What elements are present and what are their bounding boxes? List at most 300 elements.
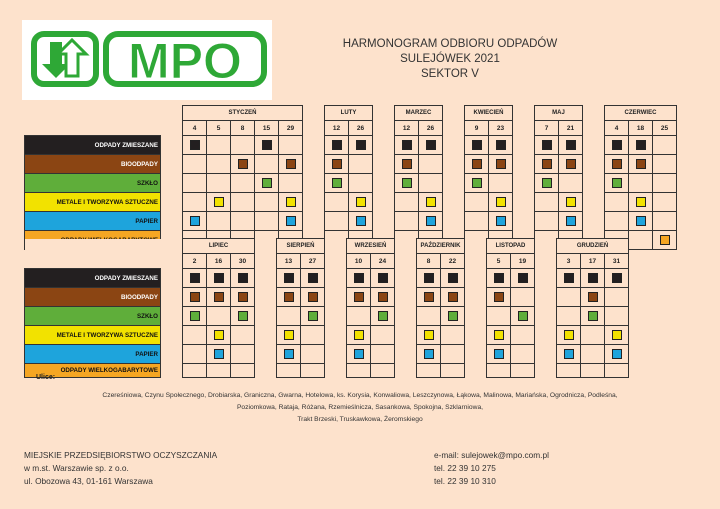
pickup-marker-metals: [426, 197, 436, 207]
footer-phone-2: tel. 22 39 10 310: [434, 476, 496, 486]
schedule-table-jan-jun: [24, 105, 677, 250]
schedule-cell: [629, 212, 653, 231]
schedule-cell: [395, 155, 419, 174]
row-szklo: [25, 174, 677, 193]
schedule-cell: [417, 307, 441, 326]
footer-phone-1: tel. 22 39 10 275: [434, 463, 496, 473]
row-metale-i-tworzywa-sztuczne: [25, 193, 677, 212]
day-number: 29: [279, 121, 303, 136]
pickup-marker-mixed: [402, 140, 412, 150]
schedule-cell: [301, 345, 325, 364]
pickup-marker-bio: [238, 159, 248, 169]
pickup-marker-bio: [542, 159, 552, 169]
pickup-marker-metals: [356, 197, 366, 207]
day-number: 2: [183, 254, 207, 269]
schedule-cell: [301, 288, 325, 307]
schedule-cell: [207, 364, 231, 378]
pickup-marker-bio: [308, 292, 318, 302]
schedule-cell: [279, 136, 303, 155]
pickup-marker-mixed: [496, 140, 506, 150]
schedule-cell: [557, 345, 581, 364]
pickup-marker-glass: [542, 178, 552, 188]
schedule-cell: [581, 269, 605, 288]
schedule-cell: [465, 212, 489, 231]
schedule-cell: [511, 364, 535, 378]
pickup-marker-mixed: [448, 273, 458, 283]
schedule-cell: [559, 212, 583, 231]
schedule-cell: [441, 307, 465, 326]
schedule-cell: [231, 174, 255, 193]
schedule-cell: [347, 364, 371, 378]
schedule-cell: [489, 174, 513, 193]
schedule-cell: [183, 212, 207, 231]
pickup-marker-mixed: [564, 273, 574, 283]
month-header-maj: MAJ: [535, 106, 583, 121]
schedule-cell: [207, 307, 231, 326]
schedule-cell: [325, 212, 349, 231]
schedule-cell: [207, 345, 231, 364]
pickup-marker-mixed: [636, 140, 646, 150]
schedule-cell: [535, 136, 559, 155]
month-header-lipiec: LIPIEC: [183, 239, 255, 254]
schedule-cell: [605, 155, 629, 174]
schedule-cell: [183, 174, 207, 193]
schedule-cell: [487, 364, 511, 378]
day-number: 13: [277, 254, 301, 269]
schedule-cell: [605, 326, 629, 345]
day-number: 5: [487, 254, 511, 269]
schedule-cell: [183, 364, 207, 378]
pickup-marker-paper: [564, 349, 574, 359]
schedule-cell: [183, 155, 207, 174]
schedule-cell: [371, 326, 395, 345]
mpo-logo: [22, 20, 272, 100]
pickup-marker-bio: [424, 292, 434, 302]
streets-line-2: Poziomkowa, Rataja, Różana, Rzemieślnicza, Sasankowa, Spokojna, Szklarniowa,: [236, 404, 484, 411]
day-number: 8: [231, 121, 255, 136]
schedule-cell: [279, 174, 303, 193]
day-number: 3: [557, 254, 581, 269]
schedule-cell: [349, 155, 373, 174]
schedule-cell: [653, 155, 677, 174]
schedule-cell: [255, 193, 279, 212]
schedule-cell: [183, 193, 207, 212]
pickup-marker-bio: [284, 292, 294, 302]
schedule-cell: [279, 193, 303, 212]
pickup-marker-metals: [214, 197, 224, 207]
day-number: 12: [395, 121, 419, 136]
day-number: 17: [581, 254, 605, 269]
day-number: 4: [183, 121, 207, 136]
row-papier: [25, 212, 677, 231]
schedule-cell: [183, 326, 207, 345]
day-number: 4: [605, 121, 629, 136]
month-header-grudzien: GRUDZIEŃ: [557, 239, 629, 254]
pickup-marker-paper: [612, 349, 622, 359]
schedule-cell: [559, 155, 583, 174]
pickup-marker-mixed: [424, 273, 434, 283]
streets-line-1: Czereśniowa, Czynu Społecznego, Drobiarska, Graniczna, Gwarna, Hotelowa, ks. Korysia, Konwaliowa, Leszczynowa, Łąkowa, Malinowa, Mariańska, Ogrodnicza, Podleśna,: [102, 392, 618, 399]
pickup-marker-glass: [308, 311, 318, 321]
pickup-marker-mixed: [356, 140, 366, 150]
schedule-cell: [441, 288, 465, 307]
pickup-marker-paper: [496, 216, 506, 226]
pickup-marker-mixed: [426, 140, 436, 150]
schedule-cell: [277, 307, 301, 326]
schedule-cell: [183, 136, 207, 155]
pickup-marker-glass: [518, 311, 528, 321]
schedule-cell: [605, 364, 629, 378]
schedule-cell: [347, 326, 371, 345]
schedule-cell: [441, 326, 465, 345]
pickup-marker-glass: [612, 178, 622, 188]
pickup-marker-bio: [238, 292, 248, 302]
pickup-marker-metals: [636, 197, 646, 207]
pickup-marker-metals: [494, 330, 504, 340]
schedule-cell: [231, 193, 255, 212]
pickup-marker-paper: [636, 216, 646, 226]
schedule-cell: [559, 136, 583, 155]
schedule-cell: [511, 326, 535, 345]
category-label: PAPIER: [25, 212, 161, 231]
row-metale-i-tworzywa-sztuczne: [25, 326, 629, 345]
schedule-cell: [629, 155, 653, 174]
pickup-marker-paper: [286, 216, 296, 226]
schedule-cell: [511, 269, 535, 288]
schedule-cell: [653, 174, 677, 193]
schedule-cell: [557, 288, 581, 307]
schedule-cell: [417, 269, 441, 288]
schedule-cell: [419, 155, 443, 174]
pickup-marker-paper: [190, 216, 200, 226]
schedule-cell: [489, 155, 513, 174]
pickup-marker-mixed: [354, 273, 364, 283]
schedule-cell: [417, 288, 441, 307]
schedule-cell: [301, 307, 325, 326]
pickup-marker-metals: [612, 330, 622, 340]
month-header-marzec: MARZEC: [395, 106, 443, 121]
pickup-marker-bio: [566, 159, 576, 169]
schedule-cell: [581, 364, 605, 378]
pickup-marker-paper: [424, 349, 434, 359]
pickup-marker-glass: [190, 311, 200, 321]
schedule-cell: [279, 212, 303, 231]
pickup-marker-mixed: [494, 273, 504, 283]
schedule-cell: [277, 326, 301, 345]
schedule-cell: [325, 155, 349, 174]
pickup-marker-paper: [214, 349, 224, 359]
schedule-cell: [277, 345, 301, 364]
schedule-cell: [183, 345, 207, 364]
day-number: 21: [559, 121, 583, 136]
row-odpady-zmieszane: [25, 269, 629, 288]
category-label: BIOODPADY: [25, 288, 161, 307]
row-papier: [25, 345, 629, 364]
pickup-marker-paper: [494, 349, 504, 359]
day-number: 15: [255, 121, 279, 136]
schedule-cell: [183, 307, 207, 326]
row-odpady-zmieszane: [25, 136, 677, 155]
schedule-cell: [349, 174, 373, 193]
schedule-cell: [255, 212, 279, 231]
pickup-marker-bio: [612, 159, 622, 169]
pickup-marker-metals: [566, 197, 576, 207]
day-number: 26: [349, 121, 373, 136]
schedule-cell: [301, 326, 325, 345]
schedule-cell: [347, 269, 371, 288]
schedule-cell: [207, 326, 231, 345]
month-header-wrzesien: WRZESIEŃ: [347, 239, 395, 254]
pickup-marker-mixed: [262, 140, 272, 150]
schedule-cell: [347, 288, 371, 307]
schedule-cell: [347, 345, 371, 364]
schedule-cell: [629, 193, 653, 212]
schedule-cell: [371, 345, 395, 364]
schedule-cell: [559, 193, 583, 212]
schedule-cell: [231, 345, 255, 364]
day-number: 24: [371, 254, 395, 269]
schedule-cell: [301, 269, 325, 288]
schedule-cell: [231, 155, 255, 174]
schedule-cell: [395, 193, 419, 212]
schedule-cell: [441, 364, 465, 378]
pickup-marker-mixed: [284, 273, 294, 283]
schedule-cell: [183, 269, 207, 288]
day-number: 25: [653, 121, 677, 136]
schedule-cell: [277, 288, 301, 307]
row-bioodpady: [25, 288, 629, 307]
schedule-cell: [395, 174, 419, 193]
schedule-cell: [301, 364, 325, 378]
schedule-cell: [557, 269, 581, 288]
schedule-cell: [605, 269, 629, 288]
schedule-cell: [207, 174, 231, 193]
row-szklo: [25, 307, 629, 326]
pickup-marker-metals: [496, 197, 506, 207]
schedule-cell: [487, 288, 511, 307]
pickup-marker-mixed: [612, 273, 622, 283]
pickup-marker-glass: [332, 178, 342, 188]
schedule-cell: [207, 193, 231, 212]
pickup-marker-mixed: [542, 140, 552, 150]
pickup-marker-paper: [426, 216, 436, 226]
schedule-cell: [465, 136, 489, 155]
schedule-cell: [419, 136, 443, 155]
pickup-marker-mixed: [518, 273, 528, 283]
logo-text: MPO: [128, 33, 242, 89]
pickup-marker-bio: [472, 159, 482, 169]
day-number: 19: [511, 254, 535, 269]
day-number: 16: [207, 254, 231, 269]
sector-label: SEKTOR V: [421, 68, 479, 80]
pickup-marker-bio: [378, 292, 388, 302]
day-number: 5: [207, 121, 231, 136]
schedule-cell: [557, 326, 581, 345]
month-header-styczen: STYCZEŃ: [183, 106, 303, 121]
category-label: SZKŁO: [25, 174, 161, 193]
pickup-marker-bio: [448, 292, 458, 302]
pickup-marker-mixed: [214, 273, 224, 283]
schedule-cell: [419, 193, 443, 212]
streets-line-3: Trakt Brzeski, Truskawkowa, Żeromskiego: [297, 416, 423, 423]
category-label: ODPADY WIELKOGABARYTOWE: [25, 364, 161, 378]
day-number: 8: [417, 254, 441, 269]
schedule-cell: [325, 193, 349, 212]
footer-company-name: MIEJSKIE PRZEDSIĘBIORSTWO OCZYSZCZANIA: [24, 450, 218, 460]
streets-title: Ulice:: [36, 374, 56, 381]
month-header-pazdziernik: PAŹDZIERNIK: [417, 239, 465, 254]
pickup-marker-glass: [378, 311, 388, 321]
schedule-cell: [325, 174, 349, 193]
schedule-cell: [395, 212, 419, 231]
pickup-marker-metals: [564, 330, 574, 340]
recycle-arrows-icon: [34, 34, 96, 84]
category-label: ODPADY ZMIESZANE: [25, 269, 161, 288]
schedule-cell: [653, 212, 677, 231]
schedule-cell: [653, 193, 677, 212]
pickup-marker-paper: [566, 216, 576, 226]
schedule-cell: [325, 136, 349, 155]
schedule-cell: [557, 364, 581, 378]
schedule-cell: [207, 155, 231, 174]
schedule-cell: [629, 231, 653, 250]
schedule-cell: [183, 288, 207, 307]
schedule-cell: [207, 212, 231, 231]
schedule-cell: [417, 364, 441, 378]
day-number: 30: [231, 254, 255, 269]
day-number: 10: [347, 254, 371, 269]
pickup-marker-bio: [354, 292, 364, 302]
schedule-cell: [419, 212, 443, 231]
category-label: ODPADY ZMIESZANE: [25, 136, 161, 155]
day-number: 26: [419, 121, 443, 136]
pickup-marker-bulky: [660, 235, 670, 245]
schedule-cell: [653, 136, 677, 155]
schedule-cell: [231, 288, 255, 307]
pickup-marker-glass: [472, 178, 482, 188]
schedule-cell: [277, 269, 301, 288]
schedule-table-jul-dec: [24, 238, 629, 378]
schedule-cell: [207, 269, 231, 288]
schedule-cell: [581, 345, 605, 364]
schedule-cell: [231, 212, 255, 231]
schedule-cell: [349, 193, 373, 212]
footer-email[interactable]: e-mail: sulejowek@mpo.com.pl: [434, 450, 549, 460]
schedule-cell: [489, 193, 513, 212]
pickup-marker-paper: [354, 349, 364, 359]
month-header-sierpien: SIERPIEŃ: [277, 239, 325, 254]
schedule-cell: [277, 364, 301, 378]
pickup-marker-mixed: [190, 140, 200, 150]
schedule-cell: [489, 212, 513, 231]
schedule-cell: [605, 193, 629, 212]
schedule-cell: [489, 136, 513, 155]
pickup-marker-metals: [214, 330, 224, 340]
pickup-marker-bio: [494, 292, 504, 302]
pickup-marker-mixed: [332, 140, 342, 150]
schedule-cell: [231, 307, 255, 326]
schedule-cell: [535, 174, 559, 193]
day-number: 7: [535, 121, 559, 136]
pickup-marker-bio: [286, 159, 296, 169]
category-label: METALE I TWORZYWA SZTUCZNE: [25, 193, 161, 212]
schedule-cell: [511, 307, 535, 326]
schedule-cell: [511, 345, 535, 364]
schedule-cell: [653, 231, 677, 250]
schedule-cell: [371, 364, 395, 378]
pickup-marker-mixed: [378, 273, 388, 283]
schedule-cell: [511, 288, 535, 307]
schedule-cell: [231, 326, 255, 345]
schedule-cell: [629, 136, 653, 155]
schedule-cell: [535, 193, 559, 212]
schedule-cell: [581, 307, 605, 326]
schedule-cell: [487, 269, 511, 288]
pickup-marker-bio: [214, 292, 224, 302]
day-number: 18: [629, 121, 653, 136]
pickup-marker-glass: [262, 178, 272, 188]
schedule-cell: [487, 326, 511, 345]
schedule-cell: [605, 288, 629, 307]
schedule-cell: [487, 307, 511, 326]
pickup-marker-mixed: [238, 273, 248, 283]
schedule-cell: [207, 288, 231, 307]
pickup-marker-bio: [402, 159, 412, 169]
pickup-marker-metals: [284, 330, 294, 340]
schedule-cell: [605, 136, 629, 155]
pickup-marker-bio: [332, 159, 342, 169]
pickup-marker-bio: [190, 292, 200, 302]
schedule-cell: [581, 288, 605, 307]
schedule-cell: [207, 136, 231, 155]
schedule-cell: [419, 174, 443, 193]
page-subtitle: SULEJÓWEK 2021: [400, 53, 500, 65]
day-number: 31: [605, 254, 629, 269]
schedule-cell: [347, 307, 371, 326]
schedule-cell: [441, 345, 465, 364]
month-header-listopad: LISTOPAD: [487, 239, 535, 254]
schedule-cell: [605, 307, 629, 326]
schedule-cell: [465, 174, 489, 193]
schedule-cell: [349, 212, 373, 231]
pickup-marker-glass: [448, 311, 458, 321]
schedule-cell: [535, 212, 559, 231]
pickup-marker-glass: [402, 178, 412, 188]
day-number: 12: [325, 121, 349, 136]
schedule-cell: [559, 174, 583, 193]
schedule-cell: [605, 345, 629, 364]
pickup-marker-mixed: [566, 140, 576, 150]
schedule-cell: [231, 136, 255, 155]
pickup-marker-bio: [636, 159, 646, 169]
pickup-marker-bio: [588, 292, 598, 302]
schedule-cell: [535, 155, 559, 174]
pickup-marker-metals: [354, 330, 364, 340]
pickup-marker-metals: [424, 330, 434, 340]
schedule-cell: [605, 174, 629, 193]
row-bioodpady: [25, 155, 677, 174]
schedule-cell: [487, 345, 511, 364]
schedule-cell: [465, 155, 489, 174]
schedule-cell: [255, 155, 279, 174]
month-header-kwiecien: KWIECIEŃ: [465, 106, 513, 121]
schedule-cell: [371, 307, 395, 326]
pickup-marker-mixed: [308, 273, 318, 283]
day-number: 9: [465, 121, 489, 136]
pickup-marker-paper: [284, 349, 294, 359]
pickup-marker-mixed: [612, 140, 622, 150]
pickup-marker-mixed: [588, 273, 598, 283]
